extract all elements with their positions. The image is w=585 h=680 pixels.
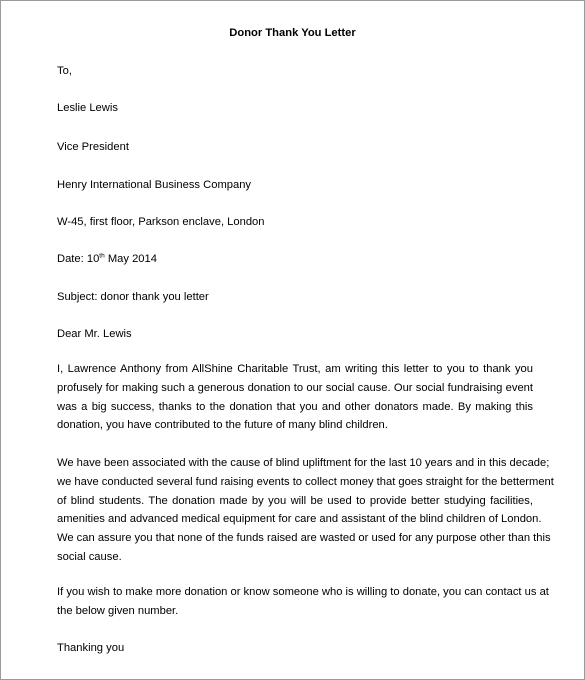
paragraph-contact: [57, 583, 549, 621]
closing-line: Thanking you: [57, 642, 125, 654]
recipient-title: Vice President: [57, 141, 129, 153]
paragraph-history: [57, 454, 554, 567]
date-rest: May 2014: [104, 253, 157, 265]
paragraph-line: We have been associated with the cause of blind upliftment for the last 10 years and in this decade;: [57, 457, 550, 469]
paragraph-line: donation, you have contributed to the future of many blind children.: [57, 419, 388, 432]
paragraph-line: we have conducted several fund raising events to collect money that goes straight for the betterment: [57, 475, 554, 488]
paragraph-line: amenities and advanced medical equipment for care and assistant of the blind children of London.: [57, 513, 542, 526]
subject-line: Subject: donor thank you letter: [57, 291, 209, 303]
company-name: Henry International Business Company: [57, 179, 252, 191]
paragraph-line: We can assure you that none of the funds raised are wasted or used for any purpose other than this: [57, 532, 551, 545]
paragraph-line: the below given number.: [57, 604, 179, 617]
paragraph-line: I, Lawrence Anthony from AllShine Charitable Trust, am writing this letter to you to thank you: [57, 363, 533, 375]
paragraph-line: of blind students. The donation made by you will be used to provide better studying facilities,: [57, 494, 533, 507]
date-prefix: Date: 10: [57, 253, 100, 265]
date-ordinal-suffix: th: [99, 252, 105, 260]
paragraph-line: social cause.: [57, 550, 122, 563]
to-line: To,: [57, 65, 72, 77]
document-title: Donor Thank You Letter: [229, 27, 356, 39]
date-line: [57, 252, 157, 266]
paragraph-line: was a big success, thanks to the donation that you and other donators made. By making this: [57, 400, 533, 413]
salutation: Dear Mr. Lewis: [57, 328, 132, 340]
paragraph-line: If you wish to make more donation or know someone who is willing to donate, you can contact us at: [57, 586, 549, 598]
recipient-name: Leslie Lewis: [57, 102, 118, 114]
paragraph-line: profusely for making such a generous donation to our social cause. Our social fundraising event: [57, 381, 533, 394]
address-line: W-45, first floor, Parkson enclave, London: [57, 216, 265, 228]
paragraph-intro: [57, 360, 533, 435]
